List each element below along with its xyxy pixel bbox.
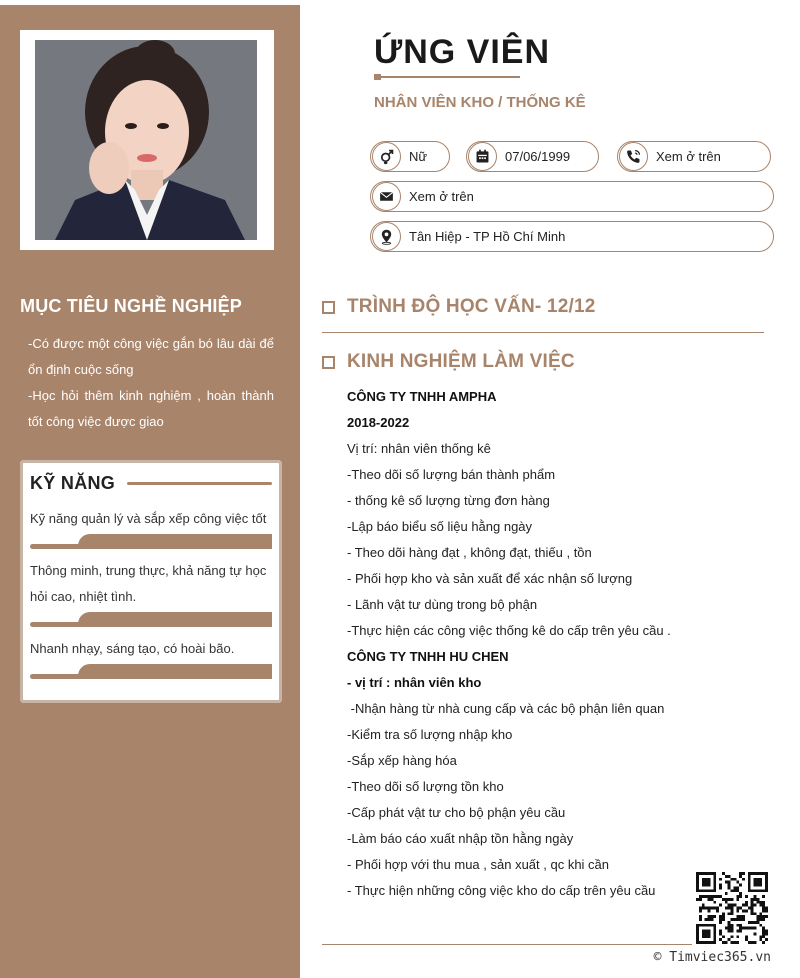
experience-heading: 2018-2022 (347, 415, 410, 430)
phone-value: Xem ở trên (656, 149, 721, 164)
experience-line: Vị trí: nhân viên thống kê (347, 441, 491, 456)
qr-code-icon (696, 872, 768, 944)
experience-line: -Làm báo cáo xuất nhập tồn hằng ngày (347, 831, 574, 846)
experience-line: -Theo dõi số lượng bán thành phẩm (347, 467, 556, 482)
job-title: NHÂN VIÊN KHO / THỐNG KÊ (374, 94, 586, 111)
experience-line: - Thực hiện những công việc kho do cấp trên yêu cầu (347, 883, 656, 898)
address-value: Tân Hiệp - TP Hồ Chí Minh (409, 229, 566, 244)
skill-level-bar (30, 664, 272, 680)
gender-value: Nữ (409, 149, 428, 164)
location-icon (372, 222, 401, 251)
name-underline (375, 76, 520, 78)
objective-text (28, 331, 274, 435)
skill-name: Kỹ năng quản lý và sắp xếp công việc tốt (30, 511, 267, 526)
skill-level-fill (78, 612, 272, 627)
phone-icon (619, 142, 648, 171)
experience-line: -Cấp phát vật tư cho bộ phận yêu cầu (347, 805, 566, 820)
skill-name: Nhanh nhạy, sáng tạo, có hoài bão. (30, 641, 235, 656)
skill-level-bar (30, 612, 272, 628)
skill-level-bar (30, 534, 272, 550)
education-title: TRÌNH ĐỘ HỌC VẤN- 12/12 (347, 296, 596, 317)
skill-level-fill (78, 664, 272, 679)
skill-item (30, 506, 272, 550)
education-divider (322, 332, 764, 333)
sidebar (0, 5, 300, 978)
phone-pill (617, 141, 771, 172)
experience-title: KINH NGHIỆM LÀM VIỆC (347, 351, 575, 372)
email-value: Xem ở trên (409, 189, 474, 204)
education-section-header (322, 296, 595, 318)
experience-line: -Nhận hàng từ nhà cung cấp và các bộ phận liên quan (347, 701, 665, 716)
experience-line: - Phối hợp với thu mua , sản xuất , qc khi cần (347, 857, 610, 872)
experience-line: - Phối hợp kho và sản xuất để xác nhận số lượng (347, 571, 633, 586)
birthday-value: 07/06/1999 (505, 149, 571, 164)
experience-heading: CÔNG TY TNHH HU CHEN (347, 649, 509, 664)
experience-line: -Lập báo biểu số liệu hằng ngày (347, 519, 533, 534)
objective-line: -Học hỏi thêm kinh nghiệm , hoàn thành tốt công việc được giao (28, 388, 274, 429)
candidate-name: ỨNG VIÊN (374, 33, 551, 71)
avatar (35, 40, 257, 240)
footer-brand: © Timviec365.vn (653, 950, 771, 965)
skills-title-underline (127, 482, 272, 485)
experience-line: -Kiểm tra số lượng nhập kho (347, 727, 513, 742)
experience-line: -Sắp xếp hàng hóa (347, 753, 457, 768)
experience-list (347, 384, 767, 904)
skill-level-fill (78, 534, 272, 549)
calendar-icon (468, 142, 497, 171)
gender-pill (370, 141, 450, 172)
experience-line: - thống kê số lượng từng đơn hàng (347, 493, 550, 508)
experience-line: - Lãnh vật tư dùng trong bộ phận (347, 597, 538, 612)
skill-item (30, 636, 272, 680)
birthday-pill (466, 141, 599, 172)
name-underline-dot (374, 74, 381, 80)
objective-title: MỤC TIÊU NGHỀ NGHIỆP (20, 296, 243, 316)
email-pill (370, 181, 774, 212)
skill-item (30, 558, 272, 628)
experience-line: -Thực hiện các công việc thống kê do cấp trên yêu cầu . (347, 623, 671, 638)
portrait-image (35, 40, 257, 240)
section-bullet-icon (322, 301, 335, 314)
experience-line: -Theo dõi số lượng tồn kho (347, 779, 504, 794)
experience-heading: - vị trí : nhân viên kho (347, 675, 482, 690)
objective-line: -Có được một công việc gắn bó lâu dài để ổn định cuộc sống (28, 336, 274, 377)
skills-card (20, 460, 282, 703)
skills-list (30, 506, 272, 680)
email-icon (372, 182, 401, 211)
experience-heading: CÔNG TY TNHH AMPHA (347, 389, 497, 404)
footer-divider (322, 944, 692, 945)
experience-line: - Theo dõi hàng đạt , không đạt, thiếu , tồn (347, 545, 592, 560)
section-bullet-icon (322, 356, 335, 369)
skill-name: Thông minh, trung thực, khả năng tự học hỏi cao, nhiệt tình. (30, 563, 267, 604)
skills-header (30, 468, 272, 498)
avatar-frame (20, 30, 274, 250)
experience-section-header (322, 351, 575, 373)
skills-title: KỸ NĂNG (30, 472, 116, 493)
address-pill (370, 221, 774, 252)
gender-icon (372, 142, 401, 171)
